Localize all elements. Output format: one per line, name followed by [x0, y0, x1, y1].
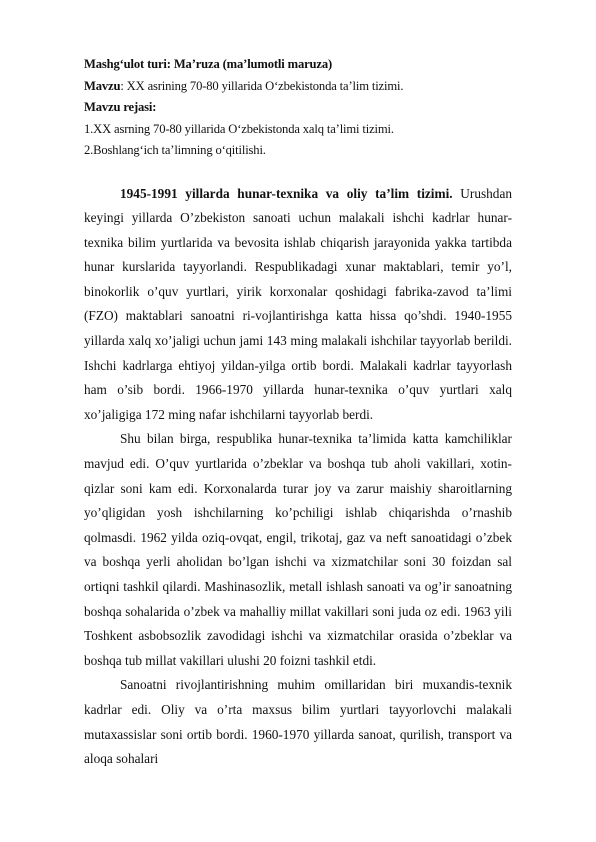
lesson-type-label: Mashg‘ulot turi:	[84, 57, 171, 71]
paragraph-1-text: Urushdan keyingi yillarda O’zbekiston sanoati uchun malakali ishchi kadrlar hunar-texnika bilim yurtlarida va bevosita ishlab chiqarish jarayonida yakka tartibda hunar kurslarida tayyorlandi. Respublikadagi xunar maktablari, temir yo’l, binokorlik o’quv yurtlari, yirik korxonalar qoshidagi fabrika-zavod ta’limi (FZO) maktablari sanoatni ri-vojlantirishga katta hissa qo’shdi. 1940-1955 yillarda xalq xo’jaligi uchun jami 143 ming malakali ishchilar tayyorlab berildi. Ishchi kadrlarga ehtiyoj yildan-yilga ortib bordi. Malakali kadrlar tayyorlash ham o’sib bordi. 1966-1970 yillarda hunar-texnika o’quv yurtlari xalq xo’jaligiga 172 ming nafar ishchilarni tayyorlab berdi.	[84, 185, 512, 422]
plan-item: 1.XX asrning 70-80 yillarida O‘zbekistonda xalq ta’limi tizimi.	[84, 121, 394, 136]
topic-value: : XX asrining 70-80 yillarida O‘zbekistonda ta’lim tizimi.	[120, 78, 404, 93]
paragraph-3: Sanoatni rivojlantirishning muhim omillaridan biri muxandis-texnik kadrlar edi. Oliy va o’rta maxsus bilim yurtlari tayyorlovchi malakali mutaxassislar soni ortib bordi. 1960-1970 yillarda sanoat, qurilish, transport va aloqa sohalari	[84, 677, 512, 767]
paragraph-heading: 1945-1991 yillarda hunar-texnika va oliy ta’lim tizimi.	[120, 185, 453, 201]
paragraph-2: Shu bilan birga, respublika hunar-texnika ta’limida katta kamchiliklar mavjud edi. O’quv yurtlarida o’zbeklar va boshqa tub aholi vakillari, xotin-qizlar soni kam edi. Korxonalarda turar joy va zarur maishiy sharoitlarning yo’qligidan yosh ishchilarning ko’pchiligi ishlab chiqarishda o’rnashib qolmasdi. 1962 yilda oziq-ovqat, engil, trikotaj, gaz va neft sanoatidagi o’zbek va boshqa yerli aholidan bo’lgan ishchi va xizmatchilar soni 30 foizdan sal ortiqni tashkil qilardi. Mashinasozlik, metall ishlash sanoati va og’ir sanoatning boshqa sohalarida o’zbek va mahalliy millat vakillari soni juda oz edi. 1963 yili Toshkent asbobsozlik zavodidagi ishchi va xizmatchilar orasida o’zbeklar va boshqa tub millat vakillari ulushi 20 foizni tashkil etdi.	[84, 431, 512, 668]
plan-label: Mavzu rejasi:	[84, 100, 157, 114]
paragraph-1	[84, 182, 512, 428]
topic-line	[84, 76, 512, 98]
document-page	[84, 54, 512, 772]
topic-label: Mavzu	[84, 78, 121, 93]
lesson-type-line	[84, 54, 512, 76]
spacer	[84, 162, 512, 182]
lesson-type-value: Ma’ruza (ma’lumotli maruza)	[173, 57, 333, 71]
plan-item: 2.Boshlang‘ich ta’limning o‘qitilishi.	[84, 143, 266, 157]
plan-label-line	[84, 97, 512, 119]
